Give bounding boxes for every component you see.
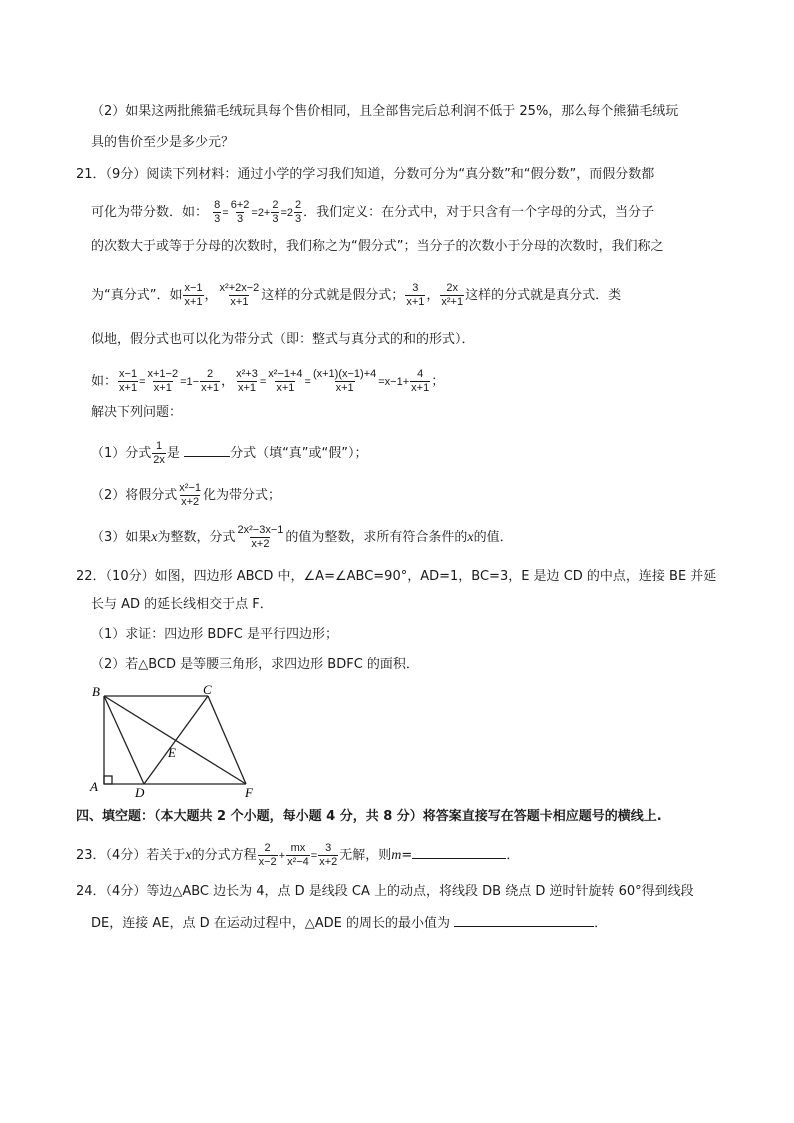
segment-cf [208,696,246,784]
q21-line7: 解决下列问题： [91,405,183,420]
q24-line2: DE，连接 AE，点 D 在运动过程中，△ADE 的周长的最小值为 ． [91,916,608,931]
section-4-title: 四、填空题：（本大题共 2 个小题，每小题 4 分，共 8 分）将答案直接写在答题卡相应题号的横线上. [76,809,662,824]
q21-line3: 的次数大于或等于分母的次数时，我们称之为“假分式”；当分子的次数小于分母的次数时，我们称之 [91,239,664,254]
label-c: C [203,682,212,697]
answer-blank[interactable] [184,456,230,457]
fraction: $\frac{x+1-2}{x+1}$ [147,368,179,394]
right-angle-marker [104,776,112,784]
q22-part2: （2）若△BCD 是等腰三角形，求四边形 BDFC 的面积． [91,657,419,672]
q23-line: 23．（4分）若关于x的分式方程 $\frac{2}{x-2}$ + $\frac{mx}{\text{x²−4}}$ = $\frac{3}{x+2}$ 无解，则m= ． [76,842,520,868]
geometry-figure [86,680,266,800]
q21-line4-text-c: 这样的分式就是真分式．类 [465,288,622,303]
fraction: $\frac{\text{x²+2x−2}}{x+1}$ [219,282,260,308]
q24-line1 [76,883,694,901]
q21-line2: 可化为带分数．如： $\frac{8}{3}$ = $\frac{6+2}{3}$ =2+ $\frac{2}{3}$ =2 $\frac{2}{3}$ ．我们定义：在分式中，对于只含有一个字母的分式，当分子 [91,199,655,225]
q20-part2-line2: 具的售价至少是多少元？ [91,135,235,150]
fraction: $\frac{6+2}{3}$ [230,199,250,225]
q21-score: （9分） [105,167,147,182]
label-e: E [168,745,176,760]
q22-score: （10分） [105,569,155,584]
q21-line4-text-b: 这样的分式就是假分式； [261,288,405,303]
fraction: $\frac{\text{x²+3}}{x+1}$ [236,368,258,394]
label-d: D [135,785,145,800]
q24-text: 等边△ABC 边长为 4，点 D 是线段 CA 上的动点，将线段 DB 绕点 D 逆时针旋转 60°得到线段 [146,884,694,899]
q21-line4-text: 为“真分式”．如 [91,288,183,303]
fraction: $\frac{1}{2x}$ [153,440,165,466]
q21-line2-text-b: ．我们定义：在分式中，对于只含有一个字母的分式，当分子 [303,205,655,220]
answer-blank[interactable] [454,926,594,927]
q21-text: 阅读下列材料：通过小学的学习我们知道，分数可分为“真分数”和“假分数”，而假分数都 [146,167,655,182]
fraction: $\frac{x-1}{x+1}$ [119,368,138,394]
segment-bd [104,696,144,784]
q22-line1 [76,568,716,586]
segment-bf [104,696,246,784]
fraction: $\frac{8}{3}$ [214,199,221,225]
fraction: $\frac{2}{x-2}$ [258,842,277,868]
q21-line6: 如： $\frac{x-1}{x+1}$ = $\frac{x+1-2}{x+1}$ =1− $\frac{2}{x+1}$ ， $\frac{\text{x²+3}}{x+1}$ = $\frac{\text{x²−1+4}}{x+1}$ = $\frac{(x+1)(x-1)+4}{x+1}$ =x−1+ $\frac{4}{x+1}$ ； [91,368,445,394]
fraction: $\frac{3}{x+2}$ [319,842,338,868]
fraction: $\frac{(x+1)(x-1)+4}{x+1}$ [312,368,377,394]
label-a: A [90,779,98,794]
q23-score: （4分） [105,848,147,863]
fraction: $\frac{\text{x²−1}}{x+2}$ [179,482,201,508]
fraction: $\frac{mx}{\text{x²−4}}$ [287,842,309,868]
fraction: $\frac{\text{x²−1+4}}{x+1}$ [268,368,303,394]
q21-part1: （1）分式 $\frac{1}{2x}$ 是 分式（填“真”或“假”）； [91,440,368,466]
q24-number: 24． [76,884,106,899]
fraction: $\frac{2}{x+1}$ [201,368,220,394]
q21-line1 [76,166,654,184]
q24-score: （4分） [105,884,147,899]
q21-number: 21． [76,167,106,182]
q20-part2-line1: （2）如果这两批熊猫毛绒玩具每个售价相同，且全部售完后总利润不低于 25%，那么每个熊猫毛绒玩 [91,104,679,119]
q22-part1: （1）求证：四边形 BDFC 是平行四边形； [91,627,339,642]
q21-line5: 似地，假分式也可以化为带分式（即：整式与真分式的和的形式）． [91,332,475,347]
fraction: $\frac{2}{3}$ [272,199,279,225]
fraction: $\frac{x-1}{x+1}$ [184,282,203,308]
fraction: $\frac{3}{x+1}$ [406,282,425,308]
q21-part3: （3）如果x为整数，分式 $\frac{\text{2x²−3x−1}}{x+2}$ 的值为整数，求所有符合条件的x的值． [91,524,513,550]
label-b: B [92,684,100,699]
q22-text: 如图，四边形 ABCD 中，∠A=∠ABC=90°，AD=1，BC=3，E 是边 CD 的中点，连接 BE 并延 [154,569,717,584]
q22-line2: 长与 AD 的延长线相交于点 F． [91,597,273,612]
q21-line2-text: 可化为带分数．如： [91,205,209,220]
fraction: $\frac{2}{3}$ [295,199,302,225]
q21-part2: （2）将假分式 $\frac{\text{x²−1}}{x+2}$ 化为带分式； [91,482,282,508]
label-f: F [245,785,253,800]
fraction: $\frac{4}{x+1}$ [411,368,430,394]
q21-line6-text: 如： [91,374,118,389]
q22-number: 22． [76,569,106,584]
q23-number: 23． [76,848,106,863]
fraction: $\frac{2x}{\text{x²+1}}$ [441,282,464,308]
fraction: $\frac{\text{2x²−3x−1}}{x+2}$ [237,524,284,550]
q21-line4: 为“真分式”．如 $\frac{x-1}{x+1}$ ， $\frac{\text{x²+2x−2}}{x+1}$ 这样的分式就是假分式； $\frac{3}{x+1}$ ， $\frac{2x}{\text{x²+1}}$ 这样的分式就是真分式．类 [91,282,622,308]
answer-blank[interactable] [412,858,506,859]
